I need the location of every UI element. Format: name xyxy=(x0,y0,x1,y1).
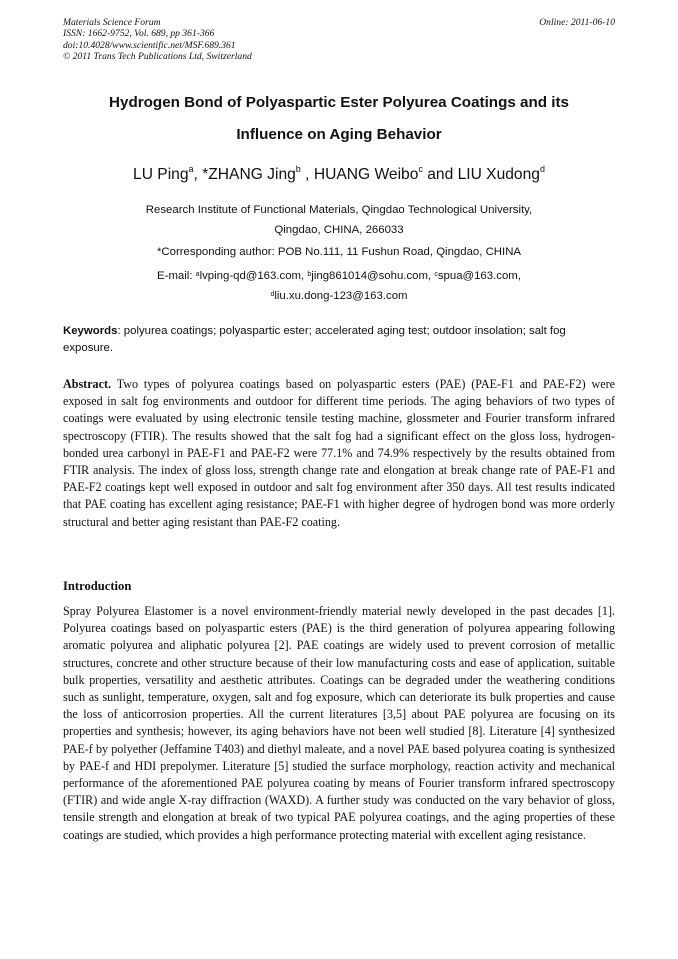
keywords xyxy=(63,323,615,356)
email-sep: , xyxy=(427,270,435,282)
affiliation-line-1: Research Institute of Functional Materials, Qingdao Technological University, xyxy=(145,204,533,216)
author-sep: , xyxy=(300,166,314,183)
author-sup: a xyxy=(188,164,194,174)
email-link[interactable]: lvping-qd@163.com xyxy=(199,270,302,282)
email-sup: a xyxy=(195,271,200,278)
email-sup: d xyxy=(270,291,275,298)
affiliation-line-2: Qingdao, CHINA, 266033 xyxy=(274,224,404,236)
paper-title-line-1: Hydrogen Bond of Polyaspartic Ester Polyurea Coatings and its xyxy=(109,94,569,111)
email-label: E-mail: xyxy=(157,270,196,282)
author-sup: b xyxy=(295,164,301,174)
paper-title-line-2: Influence on Aging Behavior xyxy=(236,126,442,143)
email-sup: c xyxy=(434,271,438,278)
email-sup: b xyxy=(307,271,312,278)
email-link[interactable]: liu.xu.dong-123@163.com xyxy=(274,290,408,302)
section-heading-introduction: Introduction xyxy=(63,579,132,593)
abstract-label: Abstract. xyxy=(63,377,112,391)
author-sep: , xyxy=(193,166,203,183)
author-name: *ZHANG Jing xyxy=(202,166,296,183)
introduction-paragraph: Spray Polyurea Elastomer is a novel environment-friendly material newly developed in the past decades [1]. Polyurea coatings based on polyaspartic esters (PAE) is the third generation of polyurea appearing following aromatic polyurea and aliphatic polyurea [2]. PAE coatings are widely used to prevent corrosion of metallic structures, concrete and other structure because of their low manufacturing costs and ease of application, suitable bulk properties, versatility and aesthetic attributes. Coatings can be degraded under the weathering conditions such as sunlight, temperature, oxygen, salt and fog exposure, which can deteriorate its bulk properties and cause the loss of anticorrosion properties. All the current literatures [3,5] about PAE polyurea are focusing on its properties and synthesis; however, its aging behaviors have not been well studied [8]. Literature [4] synthesized PAE-f by polyether (Jeffamine T403) and diethyl maleate, and a novel PAE based polyurea coating is synthesized by PAE-f and HDI prepolymer. Literature [5] studied the surface morphology, reaction activity and mechanical performance of the aforementioned PAE polyurea coating by means of Fourier transform infrared spectroscopy (FTIR) and wide angle X-ray diffraction (WAXD). A further study was conducted on the vary behavior of gloss, tensile strength and elongation at break of two typical PAE polyurea coatings, and the aging properties of these coatings are studied, which provides a high performance protecting material with excellent aging resistance. xyxy=(63,604,615,842)
email-sep: , xyxy=(301,270,308,282)
keywords-label: Keywords xyxy=(63,325,118,337)
email-link[interactable]: jing861014@sohu.com xyxy=(311,270,428,282)
corresponding-author: *Corresponding author: POB No.111, 11 Fushun Road, Qingdao, CHINA xyxy=(156,246,522,258)
doi-line: doi:10.4028/www.scientific.net/MSF.689.361 xyxy=(63,39,236,51)
abstract-text: Two types of polyurea coatings based on polyaspartic esters (PAE) (PAE-F1 and PAE-F2) were exposed in salt fog environments and outdoor for different time periods. The aging behaviors of two types of coatings were evaluated by using electronic tensile testing machine, glossmeter and Fourier transform infrared spectroscopy (FTIR). The results showed that the salt fog had a significant effect on the gloss loss, hydrogen-bonded urea carbonyl in PAE-F1 and PAE-F2 were 77.1% and 74.9% respectively by the results obtained from FTIR analysis. The index of gloss loss, strength change rate and elongation at break change rate of PAE-F1 and PAE-F2 coatings kept well exposed in outdoor and salt fog environment after 350 days. All test results indicated that PAE coating has excellent aging resistance; PAE-F1 with higher degree of hydrogen bond was more orderly structural and better aging resistant than PAE-F2 coating. xyxy=(63,377,615,529)
online-date: Online: 2011-06-10 xyxy=(539,17,615,28)
keywords-text: : polyurea coatings; polyaspartic ester; accelerated aging test; outdoor insolation; salt fog exposure. xyxy=(63,325,566,354)
author-sup: c xyxy=(418,164,423,174)
author-name: LU Ping xyxy=(133,166,189,183)
author-name: LIU Xudong xyxy=(457,166,540,183)
email-link[interactable]: spua@163.com xyxy=(437,270,518,282)
author-sep: and xyxy=(422,166,458,183)
running-header xyxy=(63,17,615,63)
email-block xyxy=(60,266,618,306)
affiliation-block xyxy=(60,200,618,240)
author-list xyxy=(60,166,618,184)
abstract xyxy=(63,376,615,531)
copyright-line: © 2011 Trans Tech Publications Ltd, Switzerland xyxy=(63,51,252,63)
journal-name: Materials Science Forum xyxy=(63,17,161,28)
email-sep: , xyxy=(517,270,521,282)
author-sup: d xyxy=(539,164,545,174)
author-name: HUANG Weibo xyxy=(313,166,419,183)
issn-line: ISSN: 1662-9752, Vol. 689, pp 361-366 xyxy=(63,28,215,40)
